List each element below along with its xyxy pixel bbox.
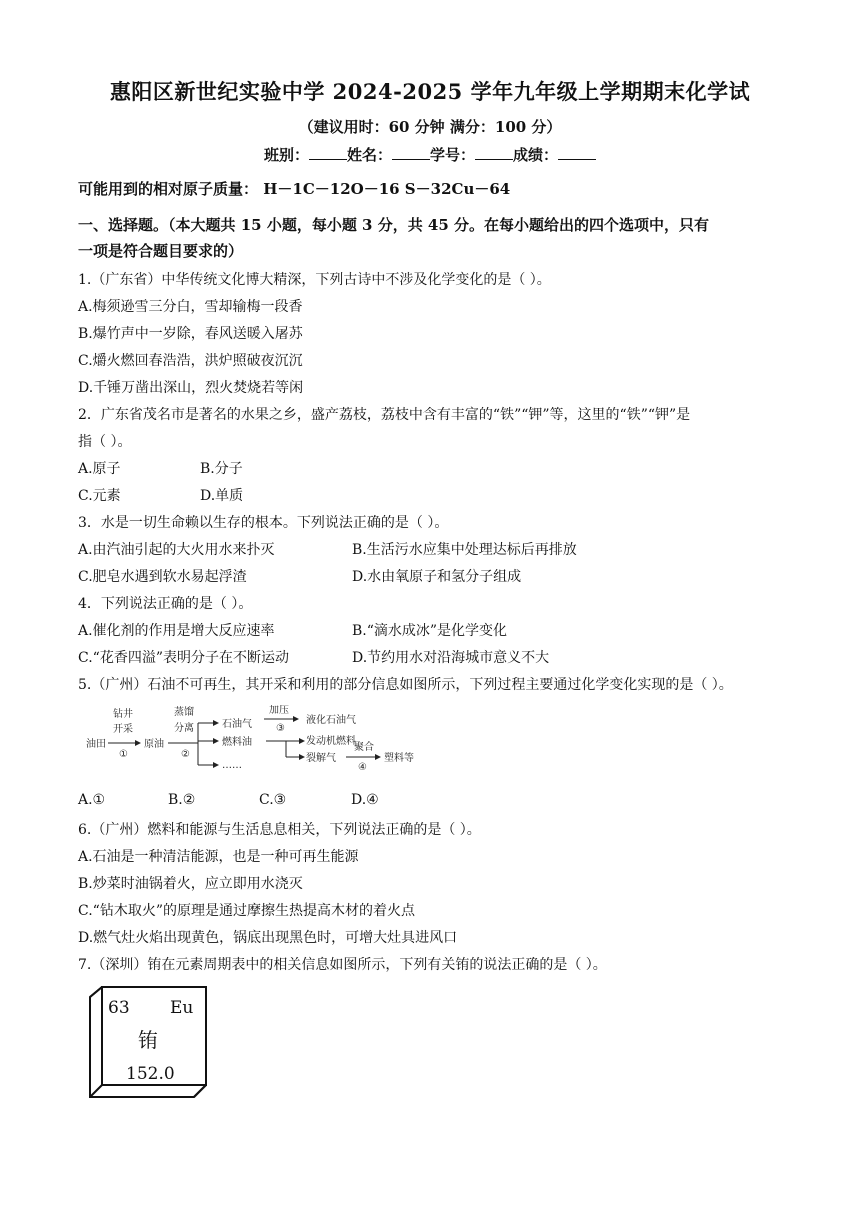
element-symbol: Eu xyxy=(170,998,194,1018)
number-blank xyxy=(475,145,513,160)
q2-option-b: B.分子 xyxy=(200,461,243,477)
exam-title: 惠阳区新世纪实验中学 2024-2025 学年九年级上学期期末化学试 xyxy=(109,79,751,104)
q6-stem: 6.（广州）燃料和能源与生活息息相关，下列说法正确的是（ ）。 xyxy=(78,822,481,838)
extract-label: 开采 xyxy=(113,724,133,735)
name-blank xyxy=(392,145,430,160)
q5-option-b: B.② xyxy=(168,792,196,808)
section-heading-line2: 一项是符合题目要求的） xyxy=(78,242,244,260)
fuel-oil-label: 燃料油 xyxy=(222,737,252,748)
q4-stem: 4．下列说法正确的是（ ）。 xyxy=(78,596,253,612)
score-label: 成绩： xyxy=(513,146,559,164)
student-info-line xyxy=(0,144,860,165)
polymerize-label: 聚合 xyxy=(354,742,374,753)
pressurize-label: 加压 xyxy=(269,705,289,716)
q4-option-a: A.催化剂的作用是增大反应速率 xyxy=(78,623,275,639)
q5-option-a: A.① xyxy=(78,792,106,808)
score-blank xyxy=(558,145,596,160)
distill-label: 蒸馏 xyxy=(174,707,194,718)
q6-option-c: C.“钻木取火”的原理是通过摩擦生热提高木材的着火点 xyxy=(78,903,415,919)
q2-stem-line1: 2．广东省茂名市是著名的水果之乡，盛产荔枝，荔枝中含有丰富的“铁”“钾”等，这里的“铁”“钾”是 xyxy=(78,407,691,423)
element-name: 铕 xyxy=(138,1028,158,1052)
number-label: 学号： xyxy=(430,146,476,164)
card-edge-top xyxy=(90,987,102,997)
plastics-label: 塑料等 xyxy=(384,753,414,764)
step3-label: ③ xyxy=(276,723,285,734)
q3-option-d: D.水由氧原子和氢分子组成 xyxy=(352,569,522,585)
section-heading-line1: 一、选择题。（本大题共 15 小题，每小题 3 分，共 45 分。在每小题给出的四个选项中，只有 xyxy=(78,216,710,234)
q6-option-d: D.燃气灶火焰出现黄色，锅底出现黑色时，可增大灶具进风口 xyxy=(78,930,458,946)
q6-option-a: A.石油是一种清洁能源，也是一种可再生能源 xyxy=(78,849,359,865)
q2-option-a: A.原子 xyxy=(78,461,121,477)
step2-label: ② xyxy=(181,749,190,760)
ellipsis-label: …… xyxy=(222,760,242,771)
exam-subtitle: （建议用时：60 分钟 满分：100 分） xyxy=(298,118,562,136)
q2-stem-line2: 指（ ）。 xyxy=(78,434,132,450)
q5-stem: 5.（广州）石油不可再生，其开采和利用的部分信息如图所示，下列过程主要通过化学变化实现的是（ ）。 xyxy=(78,677,733,693)
europium-element-card xyxy=(88,985,208,1100)
q4-option-d: D.节约用水对沿海城市意义不大 xyxy=(352,650,550,666)
separate-label: 分离 xyxy=(174,723,194,734)
q2-option-c: C.元素 xyxy=(78,488,121,504)
oilfield-label: 油田 xyxy=(86,739,106,750)
q3-option-b: B.生活污水应集中处理达标后再排放 xyxy=(352,542,577,558)
oil-process-diagram xyxy=(86,705,436,773)
drill-label: 钻井 xyxy=(113,709,133,720)
engine-fuel-label: 发动机燃料 xyxy=(306,736,356,747)
q1-stem: 1.（广东省）中华传统文化博大精深，下列古诗中不涉及化学变化的是（ ）。 xyxy=(78,272,551,288)
card-edge-right xyxy=(194,1085,206,1097)
gas-label: 石油气 xyxy=(222,719,252,730)
q3-option-c: C.肥皂水遇到软水易起浮渣 xyxy=(78,569,247,585)
step1-label: ① xyxy=(119,749,128,760)
name-label: 姓名： xyxy=(346,146,392,164)
card-edge-bottom xyxy=(90,1085,102,1097)
q5-option-c: C.③ xyxy=(259,792,287,808)
q2-option-d: D.单质 xyxy=(200,488,244,504)
q7-stem: 7.（深圳）铕在元素周期表中的相关信息如图所示，下列有关铕的说法正确的是（ ）。 xyxy=(78,957,607,973)
q4-option-c: C.“花香四溢”表明分子在不断运动 xyxy=(78,650,289,666)
cracked-gas-label: 裂解气 xyxy=(306,753,336,764)
q1-option-a: A.梅须逊雪三分白，雪却输梅一段香 xyxy=(78,299,303,315)
step4-label: ④ xyxy=(358,762,367,773)
lpg-label: 液化石油气 xyxy=(306,715,356,726)
q3-option-a: A.由汽油引起的大火用水来扑灭 xyxy=(78,542,275,558)
q1-option-c: C.爝火燃回春浩浩，洪炉照破夜沉沉 xyxy=(78,353,303,369)
class-blank xyxy=(309,145,347,160)
crude-oil-label: 原油 xyxy=(144,739,164,750)
atomic-number: 63 xyxy=(108,998,130,1018)
atomic-mass: 152.0 xyxy=(126,1064,175,1084)
q6-option-b: B.炒菜时油锅着火，应立即用水浇灭 xyxy=(78,876,303,892)
q5-option-d: D.④ xyxy=(351,792,379,808)
q3-stem: 3．水是一切生命赖以生存的根本。下列说法正确的是（ ）。 xyxy=(78,515,449,531)
q4-option-b: B.“滴水成冰”是化学变化 xyxy=(352,623,508,639)
class-label: 班别： xyxy=(263,146,309,164)
atomic-masses: 可能用到的相对原子质量： H－1C－12O－16 S－32Cu－64 xyxy=(78,180,511,198)
q1-option-b: B.爆竹声中一岁除，春风送暖入屠苏 xyxy=(78,326,303,342)
q1-option-d: D.千锤万凿出深山，烈火焚烧若等闲 xyxy=(78,380,304,396)
